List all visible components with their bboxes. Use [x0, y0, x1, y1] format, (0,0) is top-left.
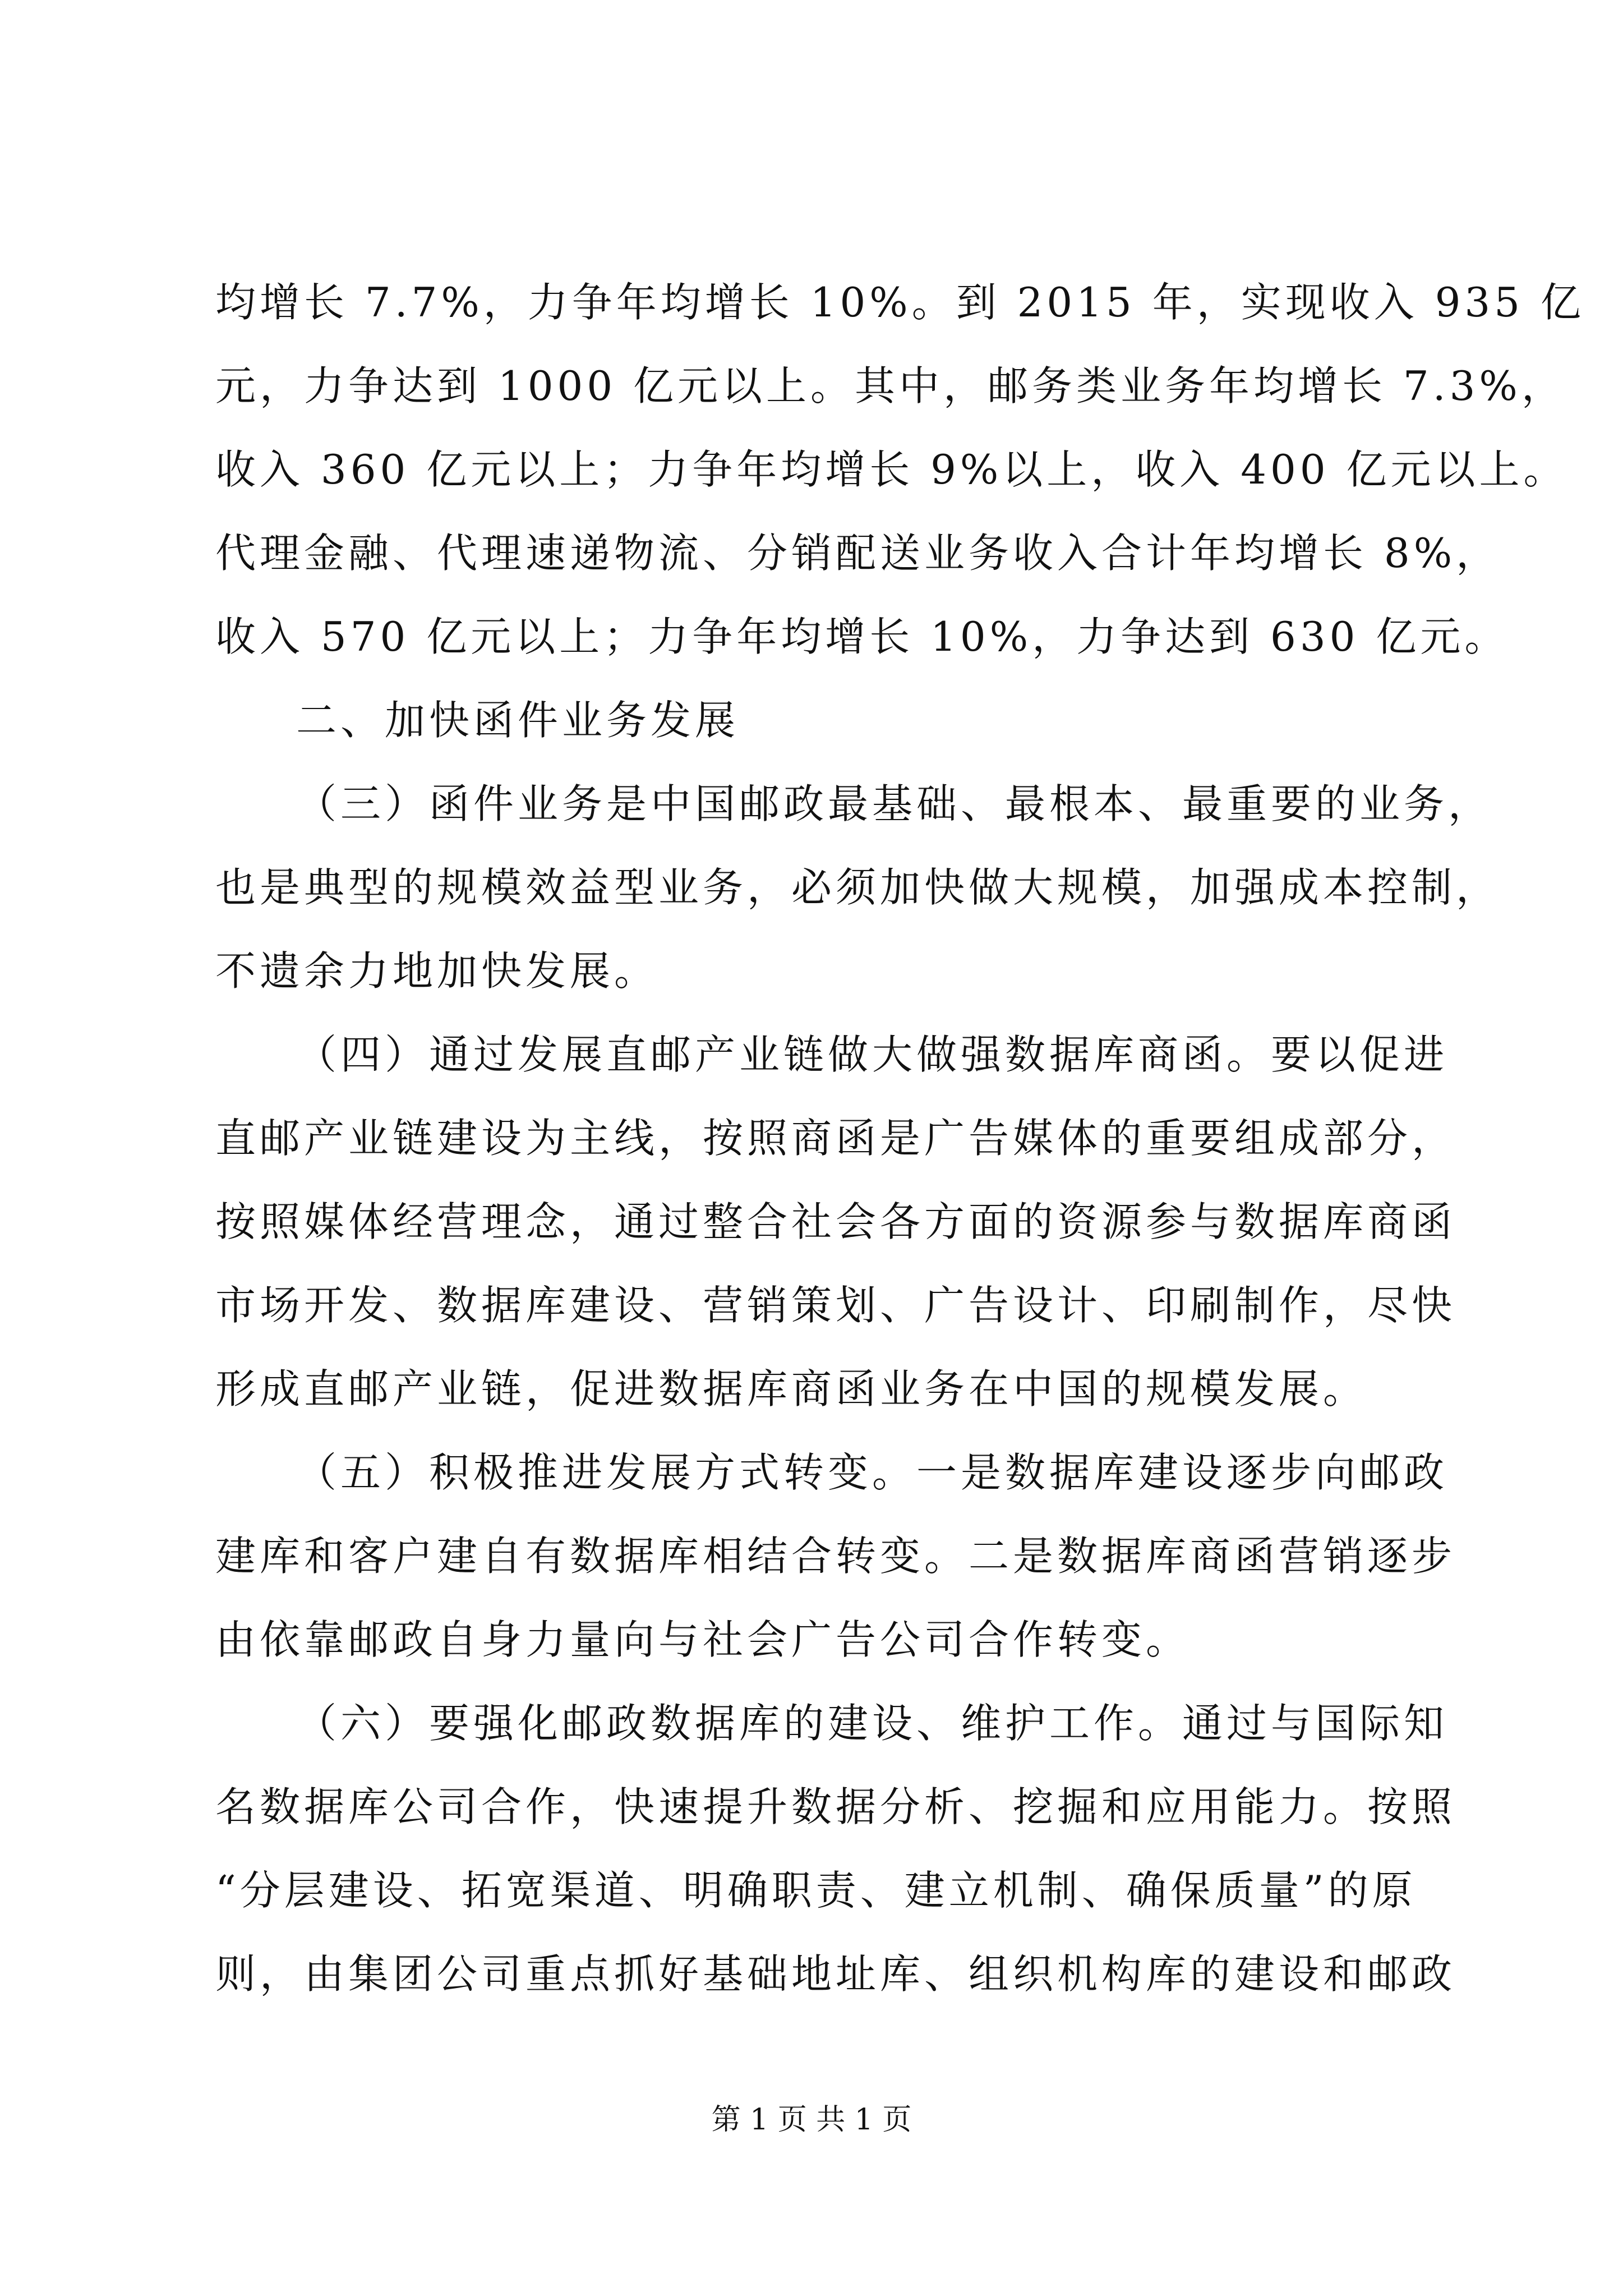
text-line: 按照媒体经营理念，通过整合社会各方面的资源参与数据库商函 — [215, 1198, 1456, 1245]
document-body — [215, 261, 1585, 2016]
paragraph-start: （五）积极推进发展方式转变。一是数据库建设逐步向邮政 — [296, 1449, 1449, 1496]
text-line: 收入 570 亿元以上；力争年均增长 10%，力争达到 630 亿元。 — [215, 613, 1509, 660]
paragraph-start: （三）函件业务是中国邮政最基础、最根本、最重要的业务， — [296, 780, 1493, 827]
text-line: 则，由集团公司重点抓好基础地址库、组织机构库的建设和邮政 — [215, 1950, 1456, 1998]
text-line: 建库和客户建自有数据库相结合转变。二是数据库商函营销逐步 — [215, 1533, 1456, 1580]
text-line: 元，力争达到 1000 亿元以上。其中，邮务类业务年均增长 7.3%， — [215, 362, 1566, 409]
text-line: 代理金融、代理速递物流、分销配送业务收入合计年均增长 8%， — [215, 530, 1501, 577]
text-line: 由依靠邮政自身力量向与社会广告公司合作转变。 — [215, 1616, 1191, 1663]
text-line: 不遗余力地加快发展。 — [215, 947, 659, 995]
page-footer: 第 1 页 共 1 页 — [711, 2103, 912, 2137]
paragraph-start: （四）通过发展直邮产业链做大做强数据库商函。要以促进 — [296, 1031, 1449, 1078]
text-line: 也是典型的规模效益型业务，必须加快做大规模，加强成本控制， — [215, 864, 1501, 911]
text-line: 均增长 7.7%，力争年均增长 10%。到 2015 年，实现收入 935 亿 — [215, 279, 1585, 326]
text-line: 直邮产业链建设为主线，按照商函是广告媒体的重要组成部分， — [215, 1115, 1456, 1162]
text-line: “分层建设、拓宽渠道、明确职责、建立机制、确保质量”的原 — [215, 1867, 1417, 1914]
text-line: 形成直邮产业链，促进数据库商函业务在中国的规模发展。 — [215, 1365, 1368, 1412]
text-line: 收入 360 亿元以上；力争年均增长 9%以上，收入 400 亿元以上。 — [215, 446, 1568, 493]
text-line: 名数据库公司合作，快速提升数据分析、挖掘和应用能力。按照 — [215, 1783, 1456, 1830]
text-line: 市场开发、数据库建设、营销策划、广告设计、印刷制作，尽快 — [215, 1282, 1456, 1329]
paragraph-start: （六）要强化邮政数据库的建设、维护工作。通过与国际知 — [296, 1700, 1449, 1747]
section-heading: 二、加快函件业务发展 — [296, 697, 740, 744]
